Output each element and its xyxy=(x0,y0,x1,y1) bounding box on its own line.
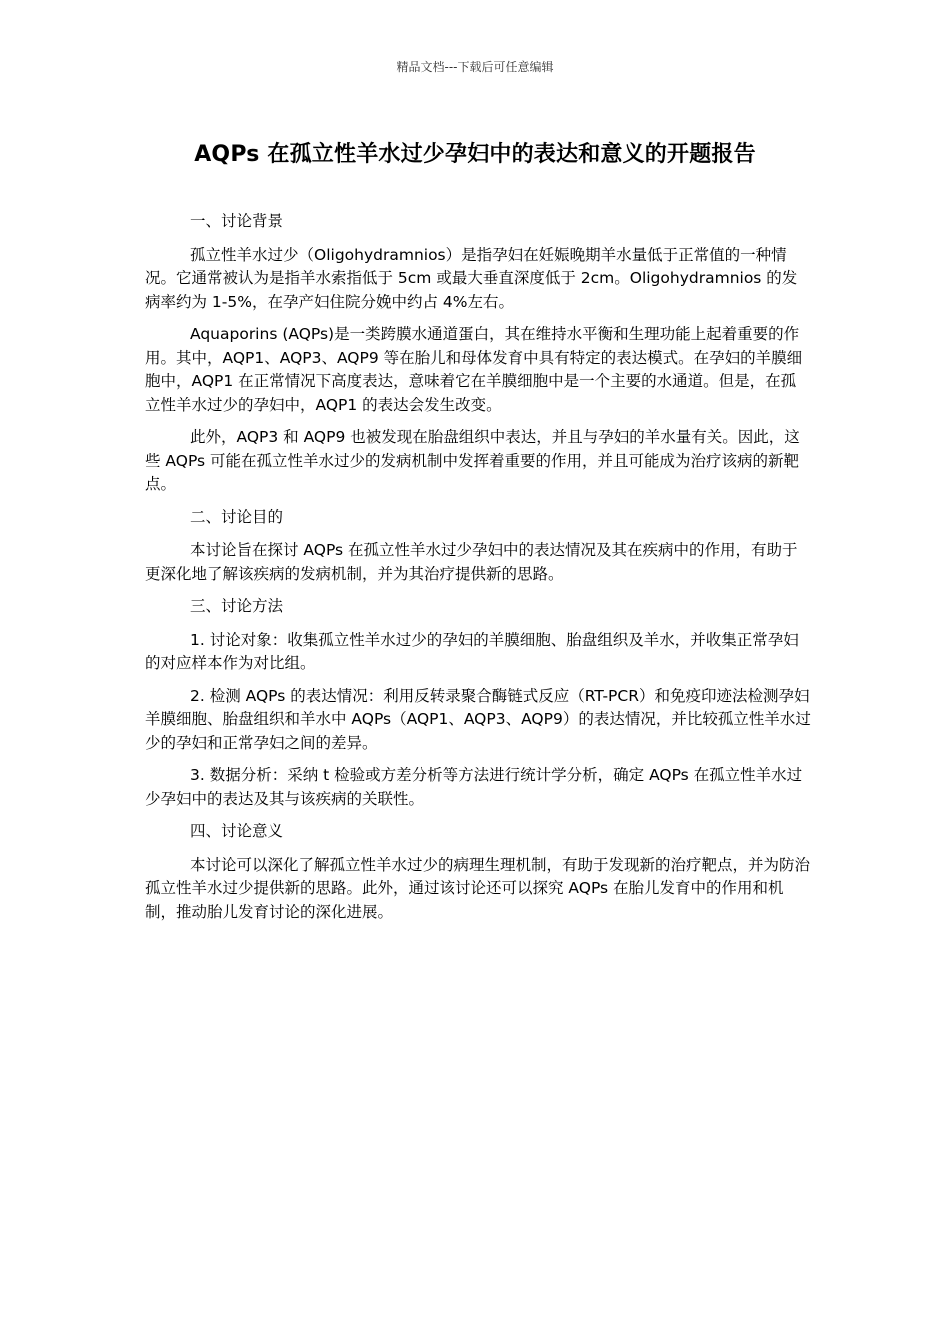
section-heading-background: 一、讨论背景 xyxy=(190,212,284,230)
paragraph-significance-1: 本讨论可以深化了解孤立性羊水过少的病理生理机制，有助于发现新的治疗靶点，并为防治孤立性羊水过少提供新的思路。此外，通过该讨论还可以探究 AQPs 在胎儿发育中的作用和机制，推动胎儿发育讨论的深化进展。 xyxy=(145,855,811,921)
paragraph-purpose-1: 本讨论旨在探讨 AQPs 在孤立性羊水过少孕妇中的表达情况及其在疾病中的作用，有助于更深化地了解该疾病的发病机制，并为其治疗提供新的思路。 xyxy=(145,541,798,583)
paragraph-background-1: 孤立性羊水过少（Oligohydramnios）是指孕妇在妊娠晚期羊水量低于正常值的一种情况。它通常被认为是指羊水索指低于 5cm 或最大垂直深度低于 2cm。Oligohydramnios 的发病率约为 1-5%，在孕产妇住院分娩中约占 4%左右。 xyxy=(145,245,798,311)
section-heading-purpose: 二、讨论目的 xyxy=(190,507,284,526)
paragraph-method-3: 3. 数据分析：采纳 t 检验或方差分析等方法进行统计学分析，确定 AQPs 在孤立性羊水过少孕妇中的表达及其与该疾病的关联性。 xyxy=(145,766,803,808)
document-title: AQPs 在孤立性羊水过少孕妇中的表达和意义的开题报告 xyxy=(194,142,756,167)
section-heading-significance: 四、讨论意义 xyxy=(190,822,284,840)
paragraph-method-2: 2. 检测 AQPs 的表达情况：利用反转录聚合酶链式反应（RT-PCR）和免疫印迹法检测孕妇羊膜细胞、胎盘组织和羊水中 AQPs（AQP1、AQP3、AQP9）的表达情况，并比较孤立性羊水过少的孕妇和正常孕妇之间的差异。 xyxy=(145,686,811,752)
paragraph-method-1: 1. 讨论对象：收集孤立性羊水过少的孕妇的羊膜细胞、胎盘组织及羊水，并收集正常孕妇的对应样本作为对比组。 xyxy=(145,630,799,672)
document-body xyxy=(145,210,811,933)
paragraph-background-2: Aquaporins (AQPs)是一类跨膜水通道蛋白，其在维持水平衡和生理功能上起着重要的作用。其中，AQP1、AQP3、AQP9 等在胎儿和母体发育中具有特定的表达模式。在孕妇的羊膜细胞中，AQP1 在正常情况下高度表达，意味着它在羊膜细胞中是一个主要的水通道。但是，在孤立性羊水过少的孕妇中，AQP1 的表达会发生改变。 xyxy=(145,325,803,414)
section-heading-method: 三、讨论方法 xyxy=(190,597,284,615)
paragraph-background-3: 此外，AQP3 和 AQP9 也被发现在胎盘组织中表达，并且与孕妇的羊水量有关。因此，这些 AQPs 可能在孤立性羊水过少的发病机制中发挥着重要的作用，并且可能成为治疗该病的新靶点。 xyxy=(145,428,800,493)
page-header-note: 精品文档---下载后可任意编辑 xyxy=(396,60,554,74)
